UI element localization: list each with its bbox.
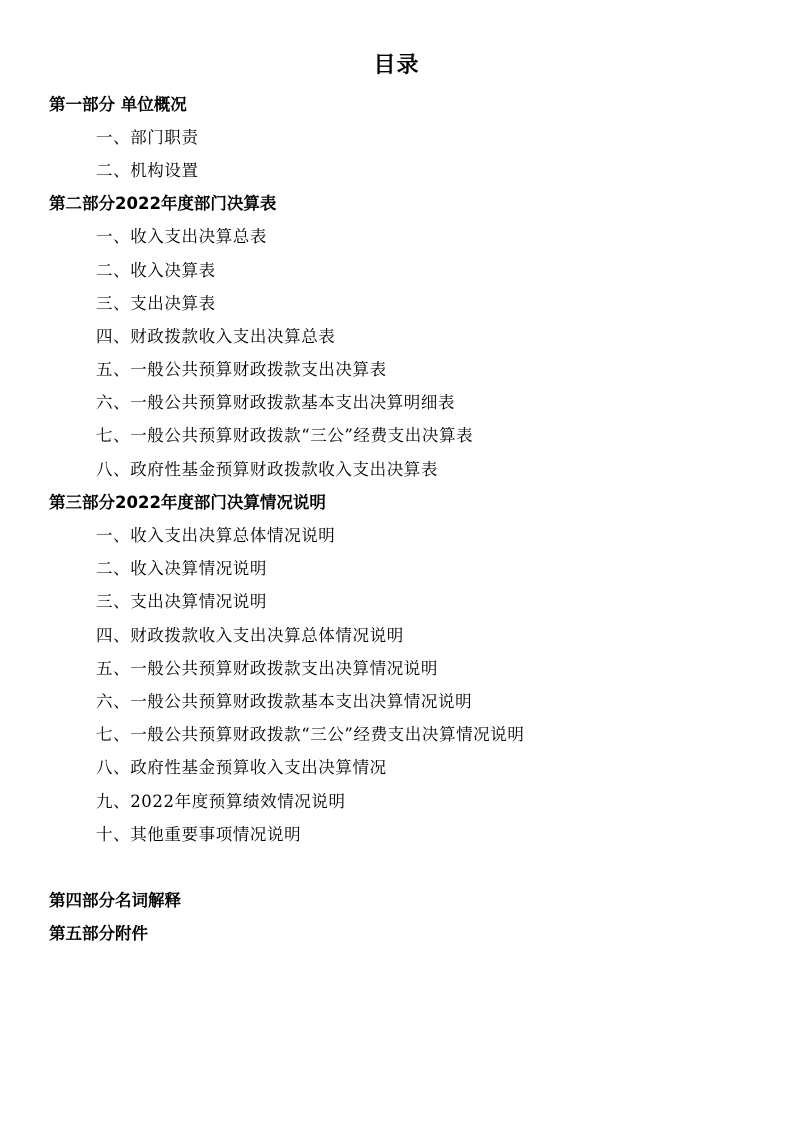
- toc-item[interactable]: 九、2022年度预算绩效情况说明: [96, 791, 346, 811]
- toc-part-5-heading[interactable]: 第五部分附件: [49, 924, 148, 944]
- toc-item[interactable]: 一、收入支出决算总体情况说明: [96, 526, 336, 546]
- toc-item[interactable]: 二、收入决算表: [96, 260, 216, 280]
- toc-item[interactable]: 二、机构设置: [96, 160, 199, 180]
- toc-item[interactable]: 四、财政拨款收入支出决算总体情况说明: [96, 625, 404, 645]
- toc-item[interactable]: 六、一般公共预算财政拨款基本支出决算情况说明: [96, 691, 473, 711]
- toc-item[interactable]: 二、收入决算情况说明: [96, 559, 267, 579]
- toc-item[interactable]: 三、支出决算情况说明: [96, 592, 267, 612]
- toc-item[interactable]: 一、部门职责: [96, 127, 199, 147]
- toc-item[interactable]: 十、其他重要事项情况说明: [96, 824, 302, 844]
- toc-item[interactable]: 五、一般公共预算财政拨款支出决算情况说明: [96, 658, 438, 678]
- toc-item[interactable]: 四、财政拨款收入支出决算总表: [96, 326, 336, 346]
- toc-item[interactable]: 一、收入支出决算总表: [96, 227, 267, 247]
- toc-item[interactable]: 五、一般公共预算财政拨款支出决算表: [96, 360, 387, 380]
- toc-part-2-heading[interactable]: 第二部分2022年度部门决算表: [49, 194, 277, 214]
- toc-part-3-heading[interactable]: 第三部分2022年度部门决算情况说明: [49, 492, 326, 512]
- toc-item[interactable]: 七、一般公共预算财政拨款“三公”经费支出决算情况说明: [96, 725, 525, 745]
- toc-item[interactable]: 三、支出决算表: [96, 293, 216, 313]
- toc-item[interactable]: 八、政府性基金预算财政拨款收入支出决算表: [96, 459, 438, 479]
- toc-part-4-heading[interactable]: 第四部分名词解释: [49, 890, 181, 910]
- toc-part-1-heading[interactable]: 第一部分 单位概况: [49, 94, 187, 114]
- toc-item[interactable]: 六、一般公共预算财政拨款基本支出决算明细表: [96, 393, 456, 413]
- table-of-contents: [0, 86, 793, 949]
- toc-title: 目录: [373, 53, 420, 78]
- toc-item[interactable]: 七、一般公共预算财政拨款“三公”经费支出决算表: [96, 426, 474, 446]
- toc-item[interactable]: 八、政府性基金预算收入支出决算情况: [96, 758, 387, 778]
- section-spacer: [0, 849, 793, 882]
